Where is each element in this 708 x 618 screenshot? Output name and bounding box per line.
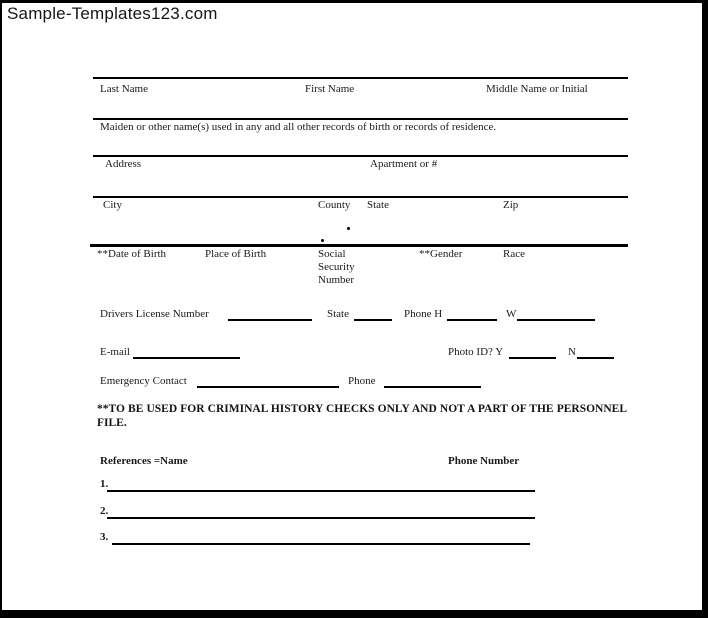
email-fill-line <box>133 357 240 359</box>
city-label: City <box>103 199 122 211</box>
email-label: E-mail <box>100 346 130 358</box>
photo-id-no-fill-line <box>577 357 614 359</box>
dot-mark <box>347 227 350 230</box>
reference-3-fill-line <box>112 543 530 545</box>
photo-id-yes-fill-line <box>509 357 556 359</box>
phone-work-fill-line <box>517 319 595 321</box>
gender-label: **Gender <box>419 248 463 260</box>
reference-1-fill-line <box>107 490 535 492</box>
criminal-history-notice-line2: FILE. <box>97 417 127 429</box>
place-of-birth-label: Place of Birth <box>205 248 267 260</box>
emergency-phone-fill-line <box>384 386 481 388</box>
divider-name-row <box>93 77 628 79</box>
divider-birth-row <box>90 244 628 247</box>
reference-2-number: 2. <box>100 505 109 517</box>
state-label: State <box>367 199 389 211</box>
references-phone-header: Phone Number <box>448 455 520 467</box>
reference-2-fill-line <box>107 517 535 519</box>
drivers-license-label: Drivers License Number <box>100 308 209 320</box>
county-label: County <box>318 199 351 211</box>
race-label: Race <box>503 248 525 260</box>
emergency-phone-label: Phone <box>348 375 376 387</box>
last-name-label: Last Name <box>100 83 148 95</box>
phone-home-fill-line <box>447 319 497 321</box>
middle-name-label: Middle Name or Initial <box>486 83 588 95</box>
emergency-contact-fill-line <box>197 386 339 388</box>
phone-home-label: Phone H <box>404 308 443 320</box>
maiden-name-label: Maiden or other name(s) used in any and all other records of birth or records of residence. <box>100 121 497 133</box>
photo-id-no-label: N <box>568 346 576 358</box>
photo-id-yes-label: Photo ID? Y <box>448 346 504 358</box>
divider-city-row <box>93 196 628 198</box>
references-name-header: References =Name <box>100 455 188 467</box>
criminal-history-notice-line1: **TO BE USED FOR CRIMINAL HISTORY CHECKS ONLY AND NOT A PART OF THE PERSONNEL <box>97 403 627 415</box>
license-state-label: State <box>327 308 349 320</box>
address-label: Address <box>105 158 142 170</box>
ssn-label: Social Security Number <box>318 248 355 286</box>
site-watermark: Sample-Templates123.com <box>7 4 218 23</box>
drivers-license-fill-line <box>228 319 312 321</box>
criminal-history-notice <box>97 402 627 430</box>
phone-work-label: W <box>506 308 517 320</box>
page-border-right <box>702 0 708 618</box>
license-state-fill-line <box>354 319 392 321</box>
zip-label: Zip <box>503 199 519 211</box>
page-border-left <box>0 0 2 618</box>
reference-3-number: 3. <box>100 531 109 543</box>
apartment-label: Apartment or # <box>370 158 438 170</box>
dot-mark <box>321 239 324 242</box>
divider-maiden-row <box>93 118 628 120</box>
page-border-top <box>0 0 708 3</box>
divider-address-row <box>93 155 628 157</box>
date-of-birth-label: **Date of Birth <box>97 248 167 260</box>
emergency-contact-label: Emergency Contact <box>100 375 187 387</box>
reference-1-number: 1. <box>100 478 109 490</box>
page-border-bottom <box>0 610 708 618</box>
first-name-label: First Name <box>305 83 355 95</box>
